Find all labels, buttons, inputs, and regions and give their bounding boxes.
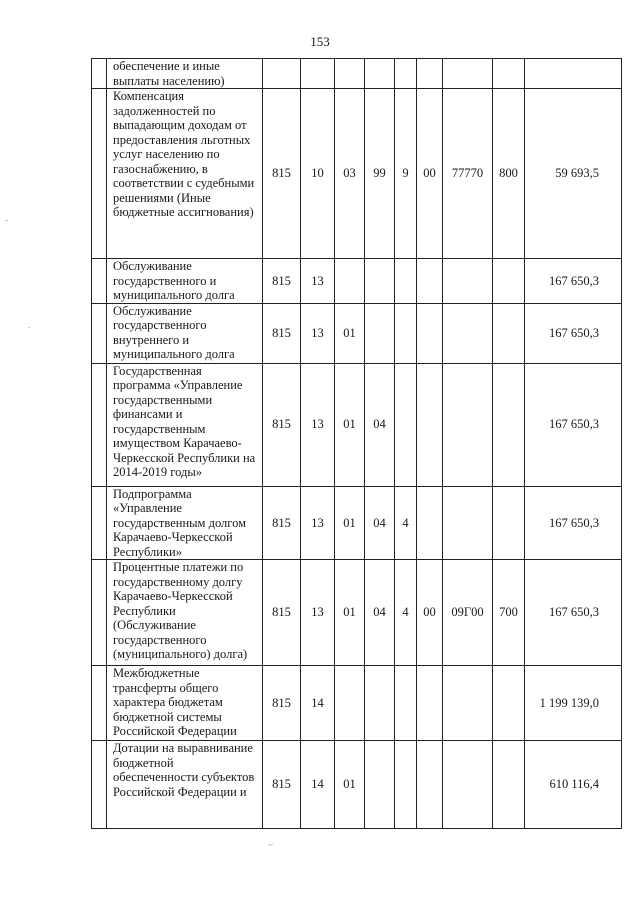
code-cell-c8	[493, 363, 525, 486]
amount-cell: 167 650,3	[525, 303, 622, 363]
code-cell-c7	[443, 666, 493, 741]
amount-cell: 610 116,4	[525, 741, 622, 829]
code-cell-c8: 800	[493, 89, 525, 259]
code-cell-c6	[417, 666, 443, 741]
item-name-cell: Обслуживание государственного и муниципального долга	[107, 259, 263, 304]
code-cell-c2: 14	[301, 741, 335, 829]
code-cell-c4	[365, 303, 395, 363]
page-number: 153	[310, 34, 330, 49]
code-cell-c7	[443, 363, 493, 486]
row-number-cell	[92, 303, 107, 363]
row-number-cell	[92, 486, 107, 560]
code-cell-c2: 14	[301, 666, 335, 741]
code-cell-c5	[395, 59, 417, 89]
code-cell-c1: 815	[263, 666, 301, 741]
code-cell-c4	[365, 666, 395, 741]
amount-cell: 59 693,5	[525, 89, 622, 259]
table-row	[92, 89, 622, 259]
item-name-cell: Обслуживание государственного внутреннего и муниципального долга	[107, 303, 263, 363]
code-cell-c5	[395, 303, 417, 363]
code-cell-c2: 10	[301, 89, 335, 259]
table-row	[92, 303, 622, 363]
code-cell-c6: 00	[417, 560, 443, 666]
code-cell-c1	[263, 59, 301, 89]
amount-cell: 1 199 139,0	[525, 666, 622, 741]
row-number-cell	[92, 59, 107, 89]
item-name-cell: Государственная программа «Управление государственными финансами и государственным имуществом Карачаево-Черкесской Республики на 2014-2019 годы»	[107, 363, 263, 486]
code-cell-c3: 01	[335, 363, 365, 486]
code-cell-c8: 700	[493, 560, 525, 666]
code-cell-c7: 77770	[443, 89, 493, 259]
row-number-cell	[92, 259, 107, 304]
code-cell-c4	[365, 59, 395, 89]
row-number-cell	[92, 666, 107, 741]
code-cell-c7	[443, 303, 493, 363]
code-cell-c3: 01	[335, 560, 365, 666]
table-row	[92, 666, 622, 741]
code-cell-c5	[395, 363, 417, 486]
code-cell-c4	[365, 741, 395, 829]
code-cell-c1: 815	[263, 363, 301, 486]
code-cell-c2: 13	[301, 486, 335, 560]
amount-cell: 167 650,3	[525, 560, 622, 666]
item-name-cell: Подпрограмма «Управление государственным долгом Карачаево-Черкесской Республики»	[107, 486, 263, 560]
table-row	[92, 741, 622, 829]
code-cell-c4: 04	[365, 363, 395, 486]
code-cell-c4: 99	[365, 89, 395, 259]
code-cell-c8	[493, 741, 525, 829]
code-cell-c5: 9	[395, 89, 417, 259]
code-cell-c3: 01	[335, 303, 365, 363]
amount-cell: 167 650,3	[525, 486, 622, 560]
table-row	[92, 59, 622, 89]
code-cell-c8	[493, 666, 525, 741]
code-cell-c5: 4	[395, 560, 417, 666]
code-cell-c6	[417, 741, 443, 829]
code-cell-c1: 815	[263, 259, 301, 304]
item-name-cell: Компенсация задолженностей по выпадающим доходам от предоставления льготных услуг населению по газоснабжению, в соответствии с судебными решениями (Иные бюджетные ассигнования)	[107, 89, 263, 259]
table-row	[92, 486, 622, 560]
amount-cell: 167 650,3	[525, 363, 622, 486]
code-cell-c7	[443, 259, 493, 304]
row-number-cell	[92, 741, 107, 829]
code-cell-c3	[335, 666, 365, 741]
item-name-cell: обеспечение и иные выплаты населению)	[107, 59, 263, 89]
row-number-cell	[92, 89, 107, 259]
code-cell-c1: 815	[263, 89, 301, 259]
code-cell-c3	[335, 259, 365, 304]
item-name-cell: Процентные платежи по государственному долгу Карачаево-Черкесской Республики (Обслуживание государственного (муниципального) долга)	[107, 560, 263, 666]
code-cell-c5	[395, 259, 417, 304]
code-cell-c7	[443, 741, 493, 829]
code-cell-c4: 04	[365, 486, 395, 560]
code-cell-c2: 13	[301, 259, 335, 304]
amount-cell: 167 650,3	[525, 259, 622, 304]
code-cell-c7: 09Г00	[443, 560, 493, 666]
code-cell-c1: 815	[263, 303, 301, 363]
code-cell-c8	[493, 486, 525, 560]
code-cell-c5: 4	[395, 486, 417, 560]
table-row	[92, 259, 622, 304]
code-cell-c6: 00	[417, 89, 443, 259]
code-cell-c8	[493, 259, 525, 304]
code-cell-c4	[365, 259, 395, 304]
code-cell-c3	[335, 59, 365, 89]
code-cell-c1: 815	[263, 741, 301, 829]
code-cell-c3: 01	[335, 741, 365, 829]
code-cell-c6	[417, 303, 443, 363]
code-cell-c6	[417, 259, 443, 304]
code-cell-c7	[443, 59, 493, 89]
table-body	[92, 59, 622, 829]
code-cell-c2: 13	[301, 560, 335, 666]
code-cell-c6	[417, 59, 443, 89]
code-cell-c6	[417, 363, 443, 486]
code-cell-c2: 13	[301, 303, 335, 363]
code-cell-c2	[301, 59, 335, 89]
budget-table	[91, 58, 622, 829]
scan-mark: .	[28, 320, 31, 330]
code-cell-c1: 815	[263, 560, 301, 666]
code-cell-c1: 815	[263, 486, 301, 560]
item-name-cell: Дотации на выравнивание бюджетной обеспеченности субъектов Российской Федерации и	[107, 741, 263, 829]
row-number-cell	[92, 363, 107, 486]
row-number-cell	[92, 560, 107, 666]
amount-cell	[525, 59, 622, 89]
code-cell-c5	[395, 741, 417, 829]
code-cell-c4: 04	[365, 560, 395, 666]
code-cell-c5	[395, 666, 417, 741]
code-cell-c3: 03	[335, 89, 365, 259]
item-name-cell: Межбюджетные трансферты общего характера бюджетам бюджетной системы Российской Федерации	[107, 666, 263, 741]
code-cell-c6	[417, 486, 443, 560]
code-cell-c8	[493, 303, 525, 363]
scan-mark: -	[5, 215, 8, 225]
code-cell-c3: 01	[335, 486, 365, 560]
scan-mark: ~	[268, 840, 273, 850]
table-row	[92, 363, 622, 486]
table-row	[92, 560, 622, 666]
code-cell-c8	[493, 59, 525, 89]
code-cell-c2: 13	[301, 363, 335, 486]
code-cell-c7	[443, 486, 493, 560]
